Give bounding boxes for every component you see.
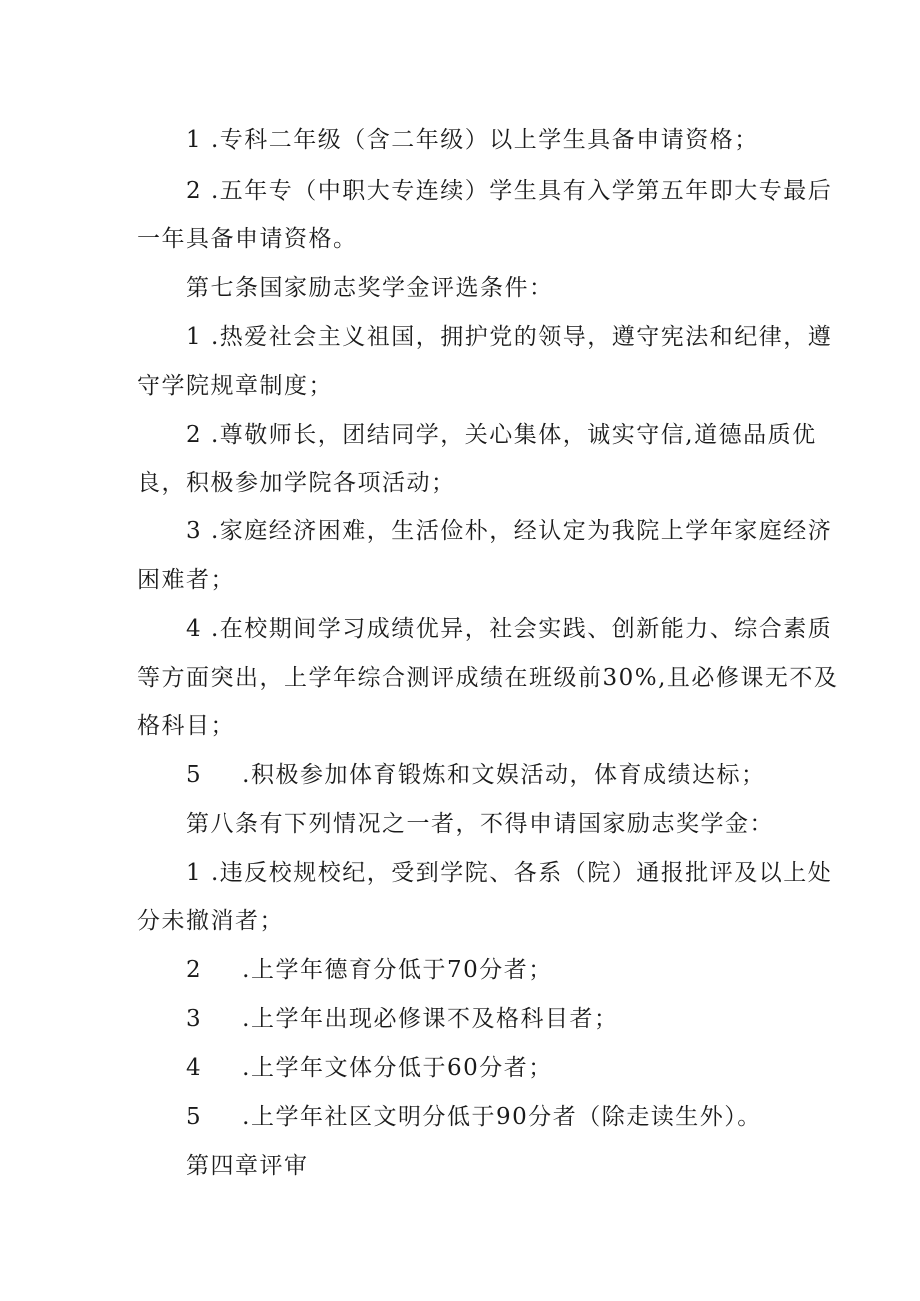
text-line: 1 .热爱社会主义祖国，拥护党的领导，遵守宪法和纪律，遵 (186, 324, 833, 350)
text-line: 1 .违反校规校纪，受到学院、各系（院）通报批评及以上处 (186, 860, 833, 886)
section-heading: 第八条有下列情况之一者，不得申请国家励志奖学金： (186, 811, 774, 837)
list-number: 4 (186, 1055, 203, 1081)
list-number: 2 (186, 957, 203, 983)
text-line: 守学院规章制度； (137, 373, 333, 399)
list-number: 5 (186, 762, 203, 788)
list-number: 5 (186, 1104, 203, 1130)
list-text: .上学年社区文明分低于90分者（除走读生外）。 (242, 1104, 762, 1130)
list-text: .上学年德育分低于70分者； (242, 957, 553, 983)
text-line: 4 .在校期间学习成绩优异，社会实践、创新能力、综合素质 (186, 616, 833, 642)
text-line: 良，积极参加学院各项活动； (137, 470, 456, 496)
list-number: 3 (186, 1006, 203, 1032)
list-text: .上学年出现必修课不及格科目者； (242, 1006, 619, 1032)
text-line: 2 .尊敬师长，团结同学，关心集体，诚实守信,道德品质优 (186, 422, 817, 448)
list-item (186, 1102, 762, 1132)
list-item (186, 760, 765, 790)
list-text: .积极参加体育锻炼和文娱活动，体育成绩达标； (242, 762, 766, 788)
text-line: 等方面突出，上学年综合测评成绩在班级前30%,且必修课无不及 (137, 665, 839, 691)
list-item (186, 955, 553, 985)
list-item (186, 1053, 553, 1083)
section-heading: 第七条国家励志奖学金评选条件： (186, 275, 554, 301)
text-line: 分未撤消者； (137, 908, 284, 934)
text-line: 一年具备申请资格。 (137, 226, 358, 252)
text-line: 1 .专科二年级（含二年级）以上学生具备申请资格； (186, 127, 759, 153)
text-line: 格科目； (137, 713, 235, 739)
list-text: .上学年文体分低于60分者； (242, 1055, 553, 1081)
text-line: 困难者； (137, 567, 235, 593)
text-line: 3 .家庭经济困难，生活俭朴，经认定为我院上学年家庭经济 (186, 518, 833, 544)
list-item (186, 1004, 618, 1034)
chapter-heading: 第四章评审 (186, 1153, 309, 1179)
text-line: 2 .五年专（中职大专连续）学生具有入学第五年即大专最后 (186, 178, 833, 204)
